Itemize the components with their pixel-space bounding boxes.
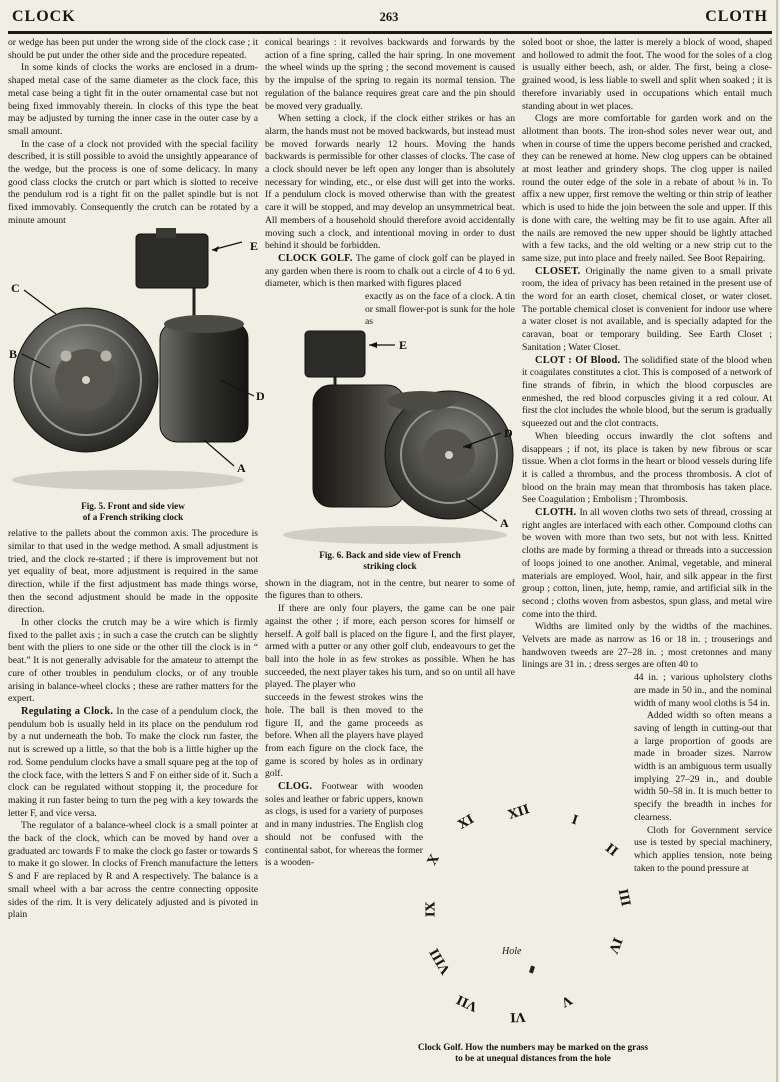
- paragraph: [265, 578, 515, 603]
- paragraph: [522, 37, 772, 113]
- paragraph-text: When bleeding occurs inwardly the clot softens and disappears ; if not, its place is taken by new fibrous or scar tissue. When a clot forms in the heart or blood vessels during life it is called a thrombus, and the process thrombosis. A clot of blood on the brain may mean that thrombosis has taken place. See Coagulation ; Embolism ; Thrombosis.: [522, 430, 773, 506]
- paragraph-text: or wedge has been put under the wrong side of the clock case ; it should be put under the other side and the procedure repeated.: [8, 37, 258, 61]
- entry-heading: CLOTH.: [535, 507, 580, 519]
- paragraph-text: relative to the pallets about the common axis. The procedure is similar to that used in the wedge method. A small adjustment is tried, and the clock re-started ; if there is improvement but not yet equality of beat, more adjustment is required in the same direction, while if the first adjustment has made things worse, then the second adjustment should be made in the opposite direction.: [8, 528, 258, 616]
- paragraph: [265, 692, 423, 781]
- roman-numeral-ii: II: [602, 839, 622, 860]
- svg-text:A: A: [500, 516, 509, 531]
- roman-numeral-iii: III: [615, 887, 634, 908]
- paragraph-text: shown in the diagram, not in the centre, but nearer to some of the figures than to others.: [265, 577, 515, 602]
- svg-text:E: E: [399, 338, 408, 353]
- paragraph-text: exactly as on the face of a clock. A tin or small flower-pot is sunk for the hole as: [365, 291, 515, 328]
- roman-numeral-vi: VI: [509, 1009, 526, 1026]
- paragraph: [265, 37, 515, 113]
- paragraph-text: The regulator of a balance-wheel clock is a small pointer at the back of the clock, which can be moved by hand over a graduated arc towards F to make the clock go faster or towards S to make it go slower. In clocks of French manufacture the letters S and F are replaced by R and A respectively. The balance is a small wheel with a bar across the centre connecting opposite sides of the rim. It is very delicately adjusted and is pivoted in plain: [8, 820, 258, 921]
- paragraph: [522, 113, 772, 265]
- paragraph: [265, 603, 515, 692]
- clock-mechanism-photo-front-side: [8, 228, 266, 498]
- paragraph-text: succeeds in the fewest strokes wins the hole. The ball is then moved to the figure II, and the game proceeds as before. When all the players have played from each figure on the clock face, the game is scored by holes as in ordinary golf.: [265, 692, 423, 780]
- roman-numeral-v: V: [559, 992, 575, 1011]
- roman-numeral-viii: VIII: [426, 945, 453, 978]
- entry-heading: CLOG.: [278, 781, 322, 793]
- entry-heading: CLOSET.: [535, 265, 586, 277]
- svg-text:D: D: [504, 426, 513, 441]
- paragraph-text: The game of clock golf can be played in any garden when there is room to chalk out a circle of 4 to 6 yd. diameter, which is then marked with figures placed: [265, 252, 515, 290]
- paragraph: [634, 825, 772, 876]
- paragraph-text: Originally the name given to a small private room, the idea of privacy has been retained in the present use of the word for an earth closet, chemical closet, or water closet. The portable chemical closet is convenient for indoor use where a water closet is not available, and is specially adapted for the caravan, boat or temporary building. See Earth Closet ; Sanitation ; Water Closet.: [522, 265, 772, 353]
- paragraph: [522, 621, 772, 672]
- clock-mechanism-photo-back-side: [265, 329, 515, 547]
- roman-numeral-ix: IX: [422, 901, 438, 918]
- roman-numeral-i: I: [569, 811, 581, 828]
- roman-numeral-iv: IV: [605, 935, 626, 956]
- paragraph: [634, 710, 772, 824]
- hole-label: Hole: [502, 946, 522, 957]
- clock-golf-caption: Clock Golf. How the numbers may be marked on the grass to be at unequal distances from the hole: [418, 1042, 648, 1064]
- svg-text:B: B: [9, 346, 18, 361]
- figure-6-caption: Fig. 6. Back and side view of French striking clock: [319, 550, 461, 572]
- header-word-cloth: CLOTH: [705, 8, 768, 25]
- svg-text:C: C: [11, 280, 20, 295]
- figure-5-caption: Fig. 5. Front and side view of a French striking clock: [81, 500, 185, 522]
- paragraph-text: In all woven cloths two sets of thread, crossing at right angles are interlaced with each other. Compound cloths can be woven with more than two sets, but not with less. Knitted cloths are made by forming a thread or threads into a succession of loops joined to one another. Animal, vegetable, and mineral materials are employed. Wool, hair, and silk appear in the first group ; cotton, linen, jute, hemp, ramie, and artificial silk in the second ; cloths woven from asbestos, spun glass, and metal wire come into the third.: [522, 507, 773, 620]
- paragraph-text: Clogs are more comfortable for garden work and on the allotment than boots. The iron-shod soles never wear out, and when in course of time the uppers become perished and cracked, they can be renewed at home. New clog uppers can be obtained at most leather and grindery shops. The clog upper is nailed round the outer edge of the sole in a rebate of about ⅛ in. To affix a new upper, first remove the welting or thin strip of leather which is used to hide the join between the sole and upper. If this is done with care, the welting may be fit to use again. After all the nails are removed the new upper should be lightly attached with a few tacks, and the old welting or a new strip cut to the same size, put into place and freely nailed. See Boot Repairing.: [522, 113, 772, 264]
- paragraph-text: soled boot or shoe, the latter is merely a block of wood, shaped and hollowed to admit the foot. The wood for the soles of a clog is usually either beech, ash, or alder. The first, being a close-grained wood, is less liable to swell and split when soaked ; it is therefore invariably used in occupations which entail much standing about in wet places.: [522, 37, 772, 112]
- header-rule: [8, 31, 772, 34]
- figure-6: [265, 329, 515, 573]
- entry-heading: Regulating a Clock.: [21, 705, 117, 717]
- paragraph-text: conical bearings : it revolves backwards and forwards by the action of a fine spring, called the hair spring. In one movement the wheel winds up the spring ; the second movement is caused by the impulse of the spring to regain its normal tension. The regulation of the balance requires great care and the pin should be moved very gradually.: [265, 37, 515, 112]
- paragraph: [634, 672, 772, 710]
- paragraph-text: Footwear with wooden soles and leather or fabric uppers, known as clogs, is used for a variety of purposes and in many industries. The English clog should not be confused with the continental sabot, for whereas the former is a wooden-: [265, 781, 423, 869]
- column-left: [8, 37, 265, 1082]
- clock-golf-diagram: [422, 798, 642, 1040]
- paragraph-text: In other clocks the crutch may be a wire which is firmly fixed to the pallet axis ; in such a case the crutch can be slightly bent with the pliers to one side or the other till the clock is in “ beat.” It is not generally advisable for the amateur to attempt the cure of other troubles in pendulum clocks, or of any trouble arising in balance-wheel clocks ; these are rather matters for the expert.: [8, 617, 258, 705]
- paragraph-text: The solidified state of the blood when it coagulates constitutes a clot. This is composed of a network of fine strands of fibrin, in which the blood corpuscles are enmeshed, the red blood corpuscles giving it a red colour. At first the clot includes the whole blood, but the serum is gradually squeezed out and the clot contracts.: [522, 354, 772, 430]
- roman-numeral-x: X: [423, 851, 442, 868]
- entry-closet: [522, 266, 772, 355]
- paragraph: [8, 820, 258, 922]
- paragraph: [265, 113, 515, 253]
- paragraph-text: Cloth for Government service use is tested by special machinery, which applies tension, note being taken to the pound pressure at: [634, 824, 772, 874]
- paragraph-text: Added width so often means a saving of length in cutting-out that a large proportion of goods are made in broader sizes. Narrow width is an ambiguous term usually implying 27–29 in., and double width 50–58 in. It is much better to specify the breadth in inches for clearness.: [634, 710, 772, 823]
- roman-numeral-xii: XII: [506, 801, 532, 822]
- paragraph: [8, 139, 258, 228]
- paragraph-text: 44 in. ; various upholstery cloths are made in 50 in., and the nominal width of many wool cloths is 54 in.: [634, 672, 772, 709]
- svg-text:A: A: [237, 460, 246, 475]
- entry-clog: [265, 781, 423, 870]
- paragraph: [8, 62, 258, 138]
- entry-clot: [522, 355, 772, 431]
- paragraph: [365, 291, 515, 329]
- paragraph: [8, 37, 258, 62]
- paragraph: [8, 528, 258, 617]
- paragraph-text: When setting a clock, if the clock either strikes or has an alarm, the hands must not be moved backwards, but instead must be moved forwards nearly 12 hours. Moving the hands backwards is permissible for other classes of clocks. The case of a clock should never be left open any longer than is absolutely necessary for winding, etc., or else dust will get into the works. If a pendulum clock is moved otherwise than with the greatest care it will be stopped, and may develop an unsymmetrical beat. All members of a household should therefore avoid accidentally moving such a clock, and intentional moving in order to dust behind it should be forbidden.: [265, 113, 515, 252]
- paragraph-text: In some kinds of clocks the works are enclosed in a drum-shaped metal case of the same diameter as the clock face, this metal case being a tight fit in the outer ornamental case but not being fixed immovably therein. In clocks of this type the beat may be adjusted by turning the inner case in the outer case by a small amount.: [8, 62, 258, 137]
- figure-5: [8, 228, 265, 524]
- svg-text:E: E: [250, 238, 259, 253]
- header-word-clock: CLOCK: [12, 8, 76, 25]
- entry-heading: CLOCK GOLF.: [278, 252, 356, 264]
- running-head: [10, 8, 768, 30]
- entry-cloth: [522, 507, 772, 621]
- entry-regulating-a-clock: [8, 706, 258, 820]
- paragraph-text: Widths are limited only by the widths of the machines. Velvets are made as narrow as 16 or 18 in. ; trouserings and handwoven tweeds are 27–28 in. ; most cretonnes and many linings are 31 in. ; dress serges are often 40 to: [522, 621, 772, 671]
- paragraph-text: If there are only four players, the game can be one pair against the other ; if more, each person scores for himself or herself. A golf ball is placed on the figure I, and the first player, armed with a putter or any other golf club, endeavours to get the ball into the hole in as few strokes as possible. When he has succeeded, the next player takes his turn, and so on until all have played. The player who: [265, 603, 515, 691]
- paragraph: [8, 617, 258, 706]
- entry-clock-golf: [265, 253, 515, 291]
- roman-numeral-xi: XI: [455, 811, 477, 832]
- entry-heading: CLOT : Of Blood.: [535, 354, 624, 366]
- paragraph-text: In the case of a clock not provided with the special facility described, it is still possible to avoid the unsightly appearance of the wedge, but the process is one of some delicacy. In many good class clocks the crutch or part which is slotted to receive the pendulum rod is a tight fit on the pallet spindle but is not fixed immovably. Consequently the crutch can be rotated by a minute amount: [8, 138, 258, 226]
- page-number: 263: [379, 10, 399, 24]
- roman-numeral-vii: VII: [453, 992, 480, 1015]
- paragraph: [522, 431, 772, 507]
- svg-text:D: D: [256, 388, 265, 403]
- paragraph-text: In the case of a pendulum clock, the pendulum bob is usually held in its place on the pendulum rod by a nut underneath the bob. To make the clock run faster, the nut is screwed up a little, so that the bob is a little higher up the rod. Some pendulum clocks have a small square peg at the top of the clock face, with the letters S and F on either side of it. Such a clock can be regulated without stopping it, the procedure for making it run faster being to turn the peg with a key towards the letter F, and vice versa.: [8, 705, 258, 819]
- hole-mark: [529, 966, 535, 974]
